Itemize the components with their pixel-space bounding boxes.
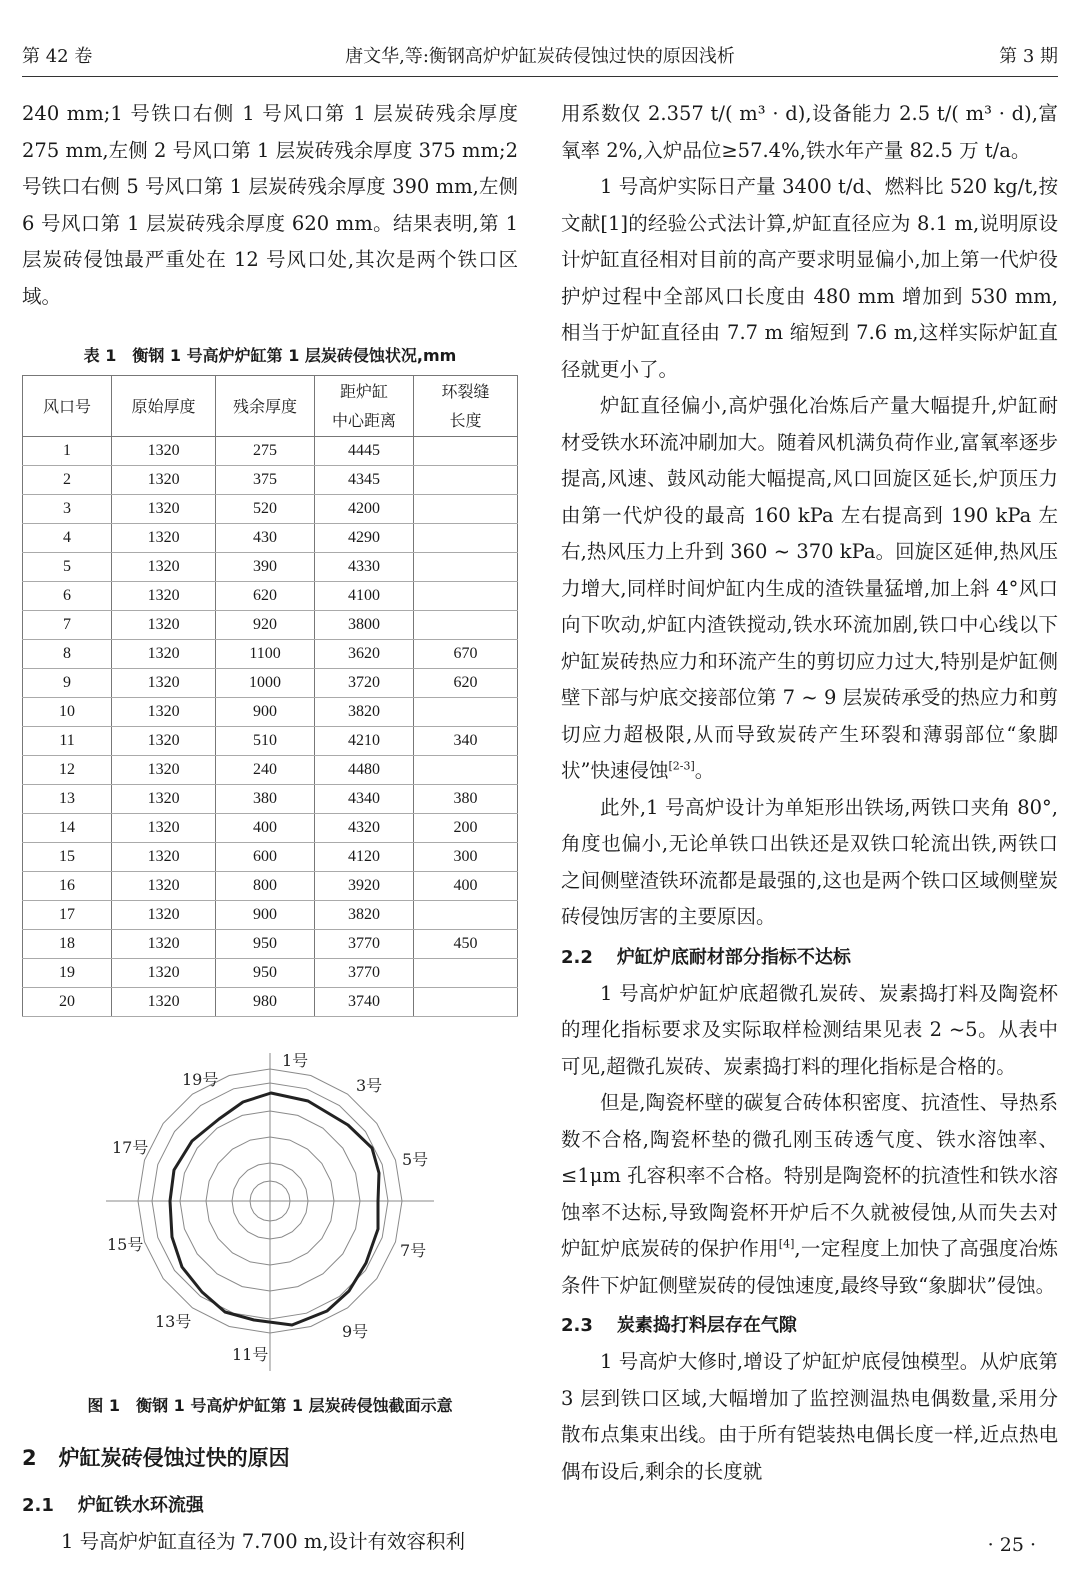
label-tuyere-17: 17号 — [112, 1138, 149, 1157]
table-cell: 300 — [414, 843, 518, 872]
col-header-crack-line1: 环裂缝 — [441, 382, 490, 401]
right-paragraph-3 — [561, 388, 1058, 790]
section-2-title: 炉缸炭砖侵蚀过快的原因 — [58, 1446, 290, 1470]
erosion-cross-section — [22, 1053, 518, 1383]
section-2-1-paragraph: 1 号高炉炉缸直径为 7.700 m,设计有效容积利 — [61, 1530, 466, 1553]
col-header-distance — [315, 376, 414, 437]
table-cell: 3770 — [315, 930, 414, 959]
right-paragraph-1: 用系数仅 2.357 t/( m³ · d),设备能力 2.5 t/( m³ · d),富氧率 2%,入炉品位≥57.4%,铁水年产量 82.5 万 t/a。 — [561, 102, 1058, 162]
table-cell: 4100 — [315, 582, 414, 611]
table-cell: 4480 — [315, 756, 414, 785]
table-cell: 390 — [216, 553, 315, 582]
section-2-3-heading — [561, 1310, 1058, 1342]
table-row — [23, 698, 518, 727]
section-2-1-title: 炉缸铁水环流强 — [77, 1495, 204, 1516]
table-cell: 920 — [216, 611, 315, 640]
table-row — [23, 553, 518, 582]
table-row — [23, 988, 518, 1017]
section-2-3-title: 炭素捣打料层存在气隙 — [616, 1315, 797, 1336]
table-cell: 4200 — [315, 495, 414, 524]
table-cell: 1000 — [216, 669, 315, 698]
label-tuyere-5: 5号 — [402, 1150, 429, 1169]
running-header — [22, 42, 1058, 72]
table-cell: 3720 — [315, 669, 414, 698]
col-header-tuyere: 风口号 — [23, 376, 112, 437]
table-row — [23, 843, 518, 872]
col-header-crack — [414, 376, 518, 437]
table-cell: 400 — [414, 872, 518, 901]
table-cell: 4345 — [315, 466, 414, 495]
table-cell: 1320 — [112, 901, 216, 930]
table-row — [23, 611, 518, 640]
table-cell: 950 — [216, 930, 315, 959]
table-cell: 3920 — [315, 872, 414, 901]
table-cell: 1320 — [112, 843, 216, 872]
table-cell — [414, 582, 518, 611]
table-cell — [414, 437, 518, 466]
table-cell: 1320 — [112, 437, 216, 466]
table-cell: 1320 — [112, 727, 216, 756]
section-2-2-number: 2.2 — [561, 946, 593, 968]
table-cell: 3620 — [315, 640, 414, 669]
table-cell: 1320 — [112, 698, 216, 727]
table-cell: 4445 — [315, 437, 414, 466]
col-header-distance-line2: 中心距离 — [332, 411, 397, 430]
table-cell: 1320 — [112, 814, 216, 843]
table-header-row — [23, 376, 518, 437]
table-cell — [414, 988, 518, 1017]
right-paragraph-2: 1 号高炉实际日产量 3400 t/d、燃料比 520 kg/t,按文献[1]的经验公式法计算,炉缸直径应为 8.1 m,说明原设计炉缸直径相对目前的高产要求明显偏小,加上第一代炉役护炉过程中全部风口长度由 480 mm 增加到 530 mm,相当于炉缸直径由 7.7 m 缩短到 7.6 m,这样实际炉缸直径就更小了。 — [561, 175, 1058, 381]
table-cell — [414, 495, 518, 524]
figure-caption: 图 1 衡钢 1 号高炉炉缸第 1 层炭砖侵蚀截面示意 — [87, 1396, 453, 1415]
right-paragraph-6-text-b: ,一定程度上加快了高强度冶炼条件下炉缸侧壁炭砖的侵蚀速度,最终导致“象脚状”侵蚀。 — [561, 1237, 1058, 1297]
running-title: 唐文华,等:衡钢高炉炉缸炭砖侵蚀过快的原因浅析 — [345, 46, 735, 67]
right-paragraph-4: 此外,1 号高炉设计为单矩形出铁场,两铁口夹角 80°,角度也偏小,无论单铁口出铁还是双铁口轮流出铁,两铁口之间侧壁渣铁环流都是最强的,这也是两个铁口区域侧壁炭砖侵蚀厉害的主要原因。 — [561, 795, 1058, 928]
table-row — [23, 756, 518, 785]
table-cell: 4120 — [315, 843, 414, 872]
table-cell: 18 — [23, 930, 112, 959]
page-number: · 25 · — [987, 1534, 1036, 1556]
table-cell: 1320 — [112, 611, 216, 640]
label-tuyere-3: 3号 — [356, 1076, 383, 1095]
table-cell — [414, 901, 518, 930]
issue-label: 第 3 期 — [999, 46, 1058, 67]
table-cell: 670 — [414, 640, 518, 669]
table-row — [23, 437, 518, 466]
table-cell: 275 — [216, 437, 315, 466]
table-cell: 4340 — [315, 785, 414, 814]
table-cell: 200 — [414, 814, 518, 843]
citation-2-3[interactable]: [2-3] — [668, 759, 695, 773]
table-cell: 1100 — [216, 640, 315, 669]
col-header-residual: 残余厚度 — [216, 376, 315, 437]
table-cell: 4330 — [315, 553, 414, 582]
col-header-distance-line1: 距炉缸 — [340, 382, 389, 401]
table-cell: 380 — [216, 785, 315, 814]
table-cell: 1320 — [112, 553, 216, 582]
table-row — [23, 524, 518, 553]
table-cell: 3800 — [315, 611, 414, 640]
table-caption: 表 1 衡钢 1 号高炉炉缸第 1 层炭砖侵蚀状况,mm — [83, 346, 457, 365]
table-cell: 2 — [23, 466, 112, 495]
table-cell: 375 — [216, 466, 315, 495]
table-cell: 600 — [216, 843, 315, 872]
table-cell: 800 — [216, 872, 315, 901]
table-cell: 430 — [216, 524, 315, 553]
right-paragraph-3-text: 炉缸直径偏小,高炉强化冶炼后产量大幅提升,炉缸耐材受铁水环流冲刷加大。随着风机满负荷作业,富氧率逐步提高,风速、鼓风动能大幅提高,风口回旋区延长,炉顶压力由第一代炉役的最高 160 kPa 左右提高到 190 kPa 左右,热风压力上升到 360 ~ 370 kPa。回旋区延伸,热风压力增大,同样时间炉缸内生成的渣铁量猛增,加上斜 4°风口向下吹动,炉缸内渣铁搅动,铁水环流加剧,铁口中心线以下炉缸炭砖热应力和环流产生的剪切应力过大,特别是炉缸侧壁下部与炉底交接部位第 7 ~ 9 层炭砖承受的热应力和剪切应力超极限,从而导致炭砖产生环裂和薄弱部位“象脚状”快速侵蚀 — [561, 394, 1058, 782]
table-cell — [414, 756, 518, 785]
table-cell: 10 — [23, 698, 112, 727]
table-cell — [414, 959, 518, 988]
table-row — [23, 901, 518, 930]
table-row — [23, 582, 518, 611]
table-cell: 340 — [414, 727, 518, 756]
right-paragraph-6-text-a: 但是,陶瓷杯壁的碳复合砖体积密度、抗渣性、导热系数不合格,陶瓷杯垫的微孔刚玉砖透气度、铁水溶蚀率、≤1μm 孔容积率不合格。特别是陶瓷杯的抗渣性和铁水溶蚀率不达标,导致陶瓷杯开炉后不久就被侵蚀,从而失去对炉缸炉底炭砖的保护作用 — [561, 1091, 1058, 1260]
table-cell — [414, 698, 518, 727]
table-row — [23, 466, 518, 495]
section-2-1-number: 2.1 — [22, 1495, 54, 1516]
col-header-original: 原始厚度 — [112, 376, 216, 437]
table-cell: 4290 — [315, 524, 414, 553]
table-cell: 11 — [23, 727, 112, 756]
table-cell: 620 — [414, 669, 518, 698]
table-cell: 520 — [216, 495, 315, 524]
label-tuyere-7: 7号 — [400, 1241, 427, 1260]
label-tuyere-1: 1号 — [282, 1053, 309, 1070]
table-cell: 15 — [23, 843, 112, 872]
header-rule — [22, 76, 1058, 77]
section-2-2-heading — [561, 942, 1058, 974]
volume-label: 第 42 卷 — [22, 46, 93, 67]
col-header-crack-line2: 长度 — [449, 411, 482, 430]
table-row — [23, 959, 518, 988]
table-cell: 240 — [216, 756, 315, 785]
table-cell: 1320 — [112, 988, 216, 1017]
table-row — [23, 814, 518, 843]
citation-4[interactable]: [4] — [778, 1237, 795, 1251]
table-cell: 16 — [23, 872, 112, 901]
table-cell: 1 — [23, 437, 112, 466]
figure-1 — [22, 1053, 518, 1383]
table-cell: 1320 — [112, 669, 216, 698]
table-cell: 400 — [216, 814, 315, 843]
label-tuyere-11: 11号 — [232, 1345, 269, 1364]
table-cell: 620 — [216, 582, 315, 611]
right-paragraph-5: 1 号高炉炉缸炉底超微孔炭砖、炭素捣打料及陶瓷杯的理化指标要求及实际取样检测结果见表 2 ~5。从表中可见,超微孔炭砖、炭素捣打料的理化指标是合格的。 — [561, 981, 1058, 1078]
table-cell: 510 — [216, 727, 315, 756]
table-row — [23, 727, 518, 756]
table-cell: 4210 — [315, 727, 414, 756]
section-2-heading — [22, 1442, 518, 1472]
table-cell: 3740 — [315, 988, 414, 1017]
section-2-1-heading — [22, 1490, 518, 1522]
table-row — [23, 930, 518, 959]
table-cell: 12 — [23, 756, 112, 785]
table-cell: 20 — [23, 988, 112, 1017]
right-paragraph-7: 1 号高炉大修时,增设了炉缸炉底侵蚀模型。从炉底第 3 层到铁口区域,大幅增加了监控测温热电偶数量,采用分散布点集束出线。由于所有铠装热电偶长度一样,近点热电偶布设后,剩余的长度就 — [561, 1350, 1058, 1483]
table-cell: 900 — [216, 698, 315, 727]
table-cell: 1320 — [112, 785, 216, 814]
table-cell: 900 — [216, 901, 315, 930]
table-cell: 14 — [23, 814, 112, 843]
label-tuyere-19: 19号 — [182, 1070, 219, 1089]
table-cell: 19 — [23, 959, 112, 988]
table-row — [23, 495, 518, 524]
table-cell: 3820 — [315, 901, 414, 930]
intro-paragraph: 240 mm;1 号铁口右侧 1 号风口第 1 层炭砖残余厚度 275 mm,左侧 2 号风口第 1 层炭砖残余厚度 375 mm;2 号铁口右侧 5 号风口第 1 层炭砖残余厚度 390 mm,左侧 6 号风口第 1 层炭砖残余厚度 620 mm。结果表明,第 1 层炭砖侵蚀最严重处在 12 号风口处,其次是两个铁口区域。 — [22, 102, 518, 308]
table-cell: 5 — [23, 553, 112, 582]
table-row — [23, 669, 518, 698]
table-cell: 1320 — [112, 582, 216, 611]
table-cell — [414, 553, 518, 582]
label-tuyere-9: 9号 — [342, 1322, 369, 1341]
section-2-3-number: 2.3 — [561, 1315, 593, 1336]
table-cell: 950 — [216, 959, 315, 988]
table-cell: 1320 — [112, 466, 216, 495]
label-tuyere-13: 13号 — [155, 1312, 192, 1331]
section-2-2-title: 炉缸炉底耐材部分指标不达标 — [616, 946, 851, 968]
table-cell: 980 — [216, 988, 315, 1017]
table-cell: 1320 — [112, 524, 216, 553]
table-cell: 13 — [23, 785, 112, 814]
table-cell: 380 — [414, 785, 518, 814]
table-cell: 3 — [23, 495, 112, 524]
erosion-table — [22, 375, 518, 1017]
table-cell — [414, 524, 518, 553]
table-cell: 4 — [23, 524, 112, 553]
table-cell: 1320 — [112, 872, 216, 901]
right-paragraph-6 — [561, 1085, 1058, 1304]
table-cell: 1320 — [112, 640, 216, 669]
table-row — [23, 872, 518, 901]
table-cell: 9 — [23, 669, 112, 698]
table-cell: 1320 — [112, 756, 216, 785]
table-cell: 6 — [23, 582, 112, 611]
table-cell: 8 — [23, 640, 112, 669]
table-cell — [414, 611, 518, 640]
table-cell: 3820 — [315, 698, 414, 727]
table-cell: 3770 — [315, 959, 414, 988]
table-body — [23, 437, 518, 1017]
right-paragraph-3-end: 。 — [694, 759, 715, 782]
table-cell: 4320 — [315, 814, 414, 843]
table-cell: 17 — [23, 901, 112, 930]
table-cell: 7 — [23, 611, 112, 640]
table-cell: 450 — [414, 930, 518, 959]
section-2-number: 2 — [22, 1446, 37, 1470]
left-column — [22, 96, 518, 1561]
table-cell — [414, 466, 518, 495]
right-column — [561, 96, 1058, 1490]
label-tuyere-15: 15号 — [107, 1235, 144, 1254]
table-row — [23, 785, 518, 814]
table-row — [23, 640, 518, 669]
table-cell: 1320 — [112, 959, 216, 988]
table-cell: 1320 — [112, 930, 216, 959]
table-cell: 1320 — [112, 495, 216, 524]
